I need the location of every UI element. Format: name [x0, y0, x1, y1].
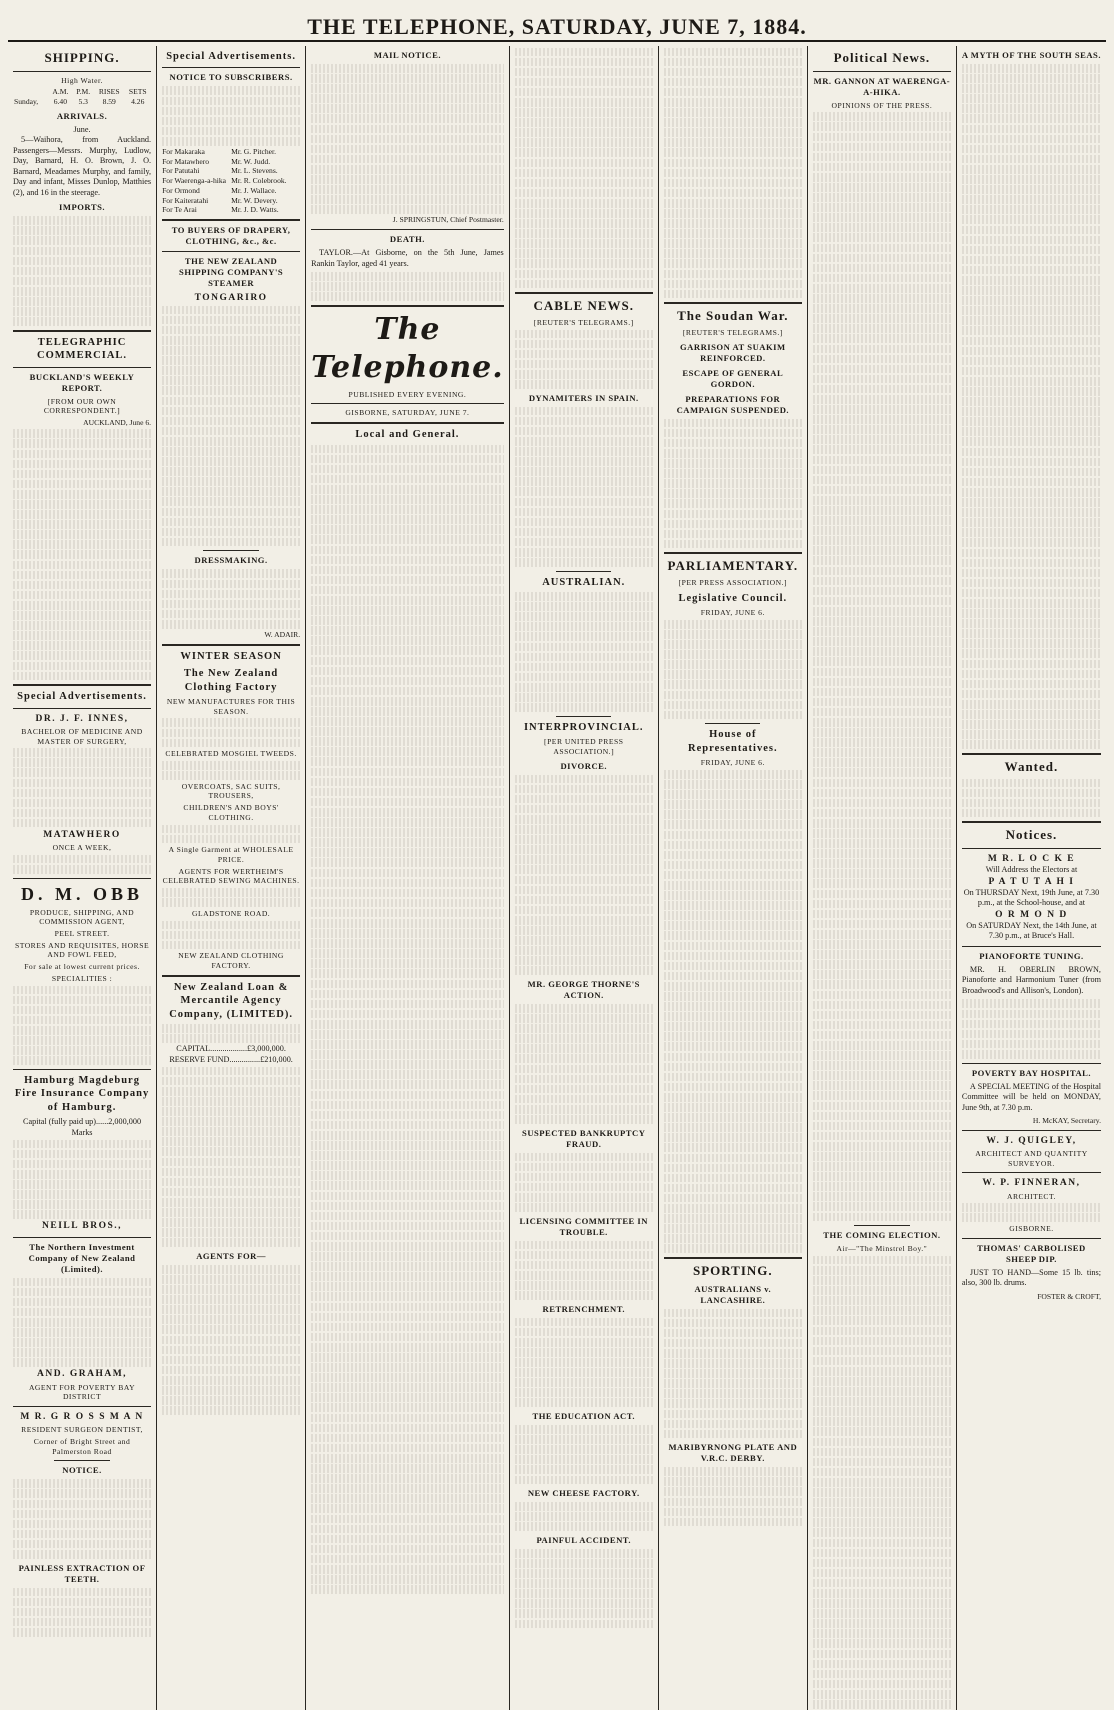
graham-name: AND. GRAHAM, [37, 1369, 128, 1380]
tide-cell: 6.40 [53, 97, 68, 107]
reuters-note: [REUTER'S TELEGRAMS.] [533, 317, 634, 327]
locke-text: Will Address the Electors at [985, 865, 1078, 875]
body-text-block [162, 1024, 300, 1043]
body-text-block [162, 761, 300, 780]
body-text-block [515, 1549, 653, 1628]
body-text-block [162, 825, 300, 844]
dmobb-street: PEEL STREET. [54, 929, 110, 938]
column-4 [510, 46, 659, 1710]
body-text-block [13, 1588, 151, 1637]
column-5 [659, 46, 808, 1710]
agent-name: Mr. R. Colebrook. [231, 176, 287, 186]
northern-heading: The Northern Investment Company of New Zealand (Limited). [28, 1241, 136, 1274]
locke-name: M R. L O C K E [987, 854, 1076, 864]
body-text-block [13, 855, 151, 874]
dmobb-brand: D. M. OBB [21, 883, 144, 904]
dmobb-stores: STORES AND REQUISITES, HORSE AND FOWL FEED, [14, 940, 150, 960]
agent-name: Mr. W. Judd. [231, 156, 271, 166]
grossman-address: Corner of Bright Street and Palmerston Road [33, 1436, 131, 1456]
tide-cell: 8.59 [102, 97, 116, 107]
column-6 [808, 46, 957, 1710]
reps-date: FRIDAY, JUNE 6. [700, 758, 765, 768]
agent-name: Mr. J. Wallace. [231, 185, 277, 195]
grossman-name: M R. G R O S S M A N [20, 1412, 144, 1422]
notices-heading: Notices. [1005, 827, 1058, 843]
maribyrnong-heading: MARIBYRNONG PLATE AND V.R.C. DERBY. [668, 1442, 798, 1464]
body-text-block [515, 1153, 653, 1212]
body-text-block [962, 1203, 1101, 1222]
bankruptcy-heading: SUSPECTED BANKRUPTCY FRAUD. [522, 1127, 646, 1149]
agent-place: For Makaraka [162, 147, 205, 156]
winter-heading: WINTER SEASON [180, 650, 282, 662]
quigley-role: ARCHITECT AND QUANTITY SURVEYOR. [975, 1148, 1088, 1168]
reps-heading: House of Representatives. [688, 729, 778, 754]
clothing-factory: The New Zealand Clothing Factory [183, 668, 279, 693]
dressmaking-heading: DRESSMAKING. [194, 555, 268, 566]
coming-election-heading: THE COMING ELECTION. [823, 1230, 941, 1241]
body-text-block [311, 272, 504, 301]
australian-heading: AUSTRALIAN. [542, 576, 626, 588]
telegraphic-heading: TELEGRAPHIC COMMERCIAL. [37, 336, 128, 362]
body-text-block [515, 592, 653, 712]
political-heading: Political News. [833, 50, 931, 65]
masthead [8, 6, 1106, 42]
painless-heading: PAINLESS EXTRACTION OF TEETH. [18, 1562, 146, 1584]
agent-place: For Ormond [162, 185, 200, 195]
thorne-heading: MR. GEORGE THORNE'S ACTION. [527, 978, 640, 1000]
escape-heading: ESCAPE OF GENERAL GORDON. [682, 367, 784, 389]
foster-croft: FOSTER & CROFT, [1037, 1291, 1101, 1301]
hamburg-capital: Capital (fully paid up)......2,000,000 Marks [23, 1117, 142, 1137]
body-text-block [515, 1004, 653, 1124]
graham-role: AGENT FOR POVERTY BAY DISTRICT [28, 1382, 136, 1402]
quigley-name: W. J. QUIGLEY, [986, 1135, 1077, 1146]
dmobb-trade: PRODUCE, SHIPPING, AND COMMISSION AGENT, [29, 907, 135, 927]
body-text-block [664, 1309, 802, 1439]
wanted-heading: Wanted. [1004, 758, 1059, 774]
body-text-block [962, 999, 1101, 1058]
agents-heading: AGENTS FOR— [196, 1250, 266, 1261]
wadair-signature: W. ADAIR. [264, 630, 301, 639]
hamburg-heading: Hamburg Magdeburg Fire Insurance Company of Hamburg. [14, 1074, 150, 1113]
notice-heading: NOTICE. [62, 1465, 102, 1476]
body-text-block [13, 429, 151, 680]
body-text-block [13, 1140, 151, 1219]
locke-saturday: On SATURDAY Next, the 14th June, at 7.30 p.m., at Bruce's Hall. [966, 920, 1097, 941]
masthead-title: THE TELEPHONE, SATURDAY, JUNE 7, 1884. [307, 14, 807, 39]
paper-sub: PUBLISHED EVERY EVENING. [348, 389, 467, 399]
finneran-role: ARCHITECT. [1006, 1191, 1056, 1201]
body-text-block [664, 770, 802, 1253]
agents-list [162, 147, 300, 215]
body-text-block [515, 1241, 653, 1300]
patutahi: P A T U T A H I [988, 876, 1075, 887]
grossman-role: RESIDENT SURGEON DENTIST, [21, 1425, 143, 1435]
nzsc-heading: THE NEW ZEALAND SHIPPING COMPANY'S STEAMER [179, 256, 284, 289]
body-text-block [664, 48, 802, 299]
locke-thursday: On THURSDAY Next, 19th June, at 7.30 p.m., at the School-house, and at [963, 887, 1100, 908]
body-text-block [162, 306, 300, 547]
tide-cell: 4.26 [131, 97, 145, 107]
united-press-note: [PER UNITED PRESS ASSOCIATION.] [544, 737, 624, 756]
nzsc-ship: TONGARIRO [194, 293, 268, 304]
body-text-block [13, 986, 151, 1065]
garrison-heading: GARRISON AT SUAKIM REINFORCED. [680, 341, 786, 363]
death-heading: DEATH. [389, 234, 425, 245]
myth-heading: A MYTH OF THE SOUTH SEAS. [961, 50, 1101, 60]
hospital-text: A SPECIAL MEETING of the Hospital Committee will be held on MONDAY, June 9th, at 7.30 p.m. [961, 1081, 1101, 1112]
body-text-block [515, 1318, 653, 1407]
body-text-block [664, 419, 802, 549]
wholesale: A Single Garment at WHOLESALE PRICE. [168, 845, 294, 864]
local-heading: Local and General. [355, 429, 460, 441]
body-text-block [962, 779, 1101, 818]
dynamiters-heading: DYNAMITERS IN SPAIN. [528, 392, 639, 403]
body-text-block [515, 330, 653, 389]
body-text-block [311, 64, 504, 214]
nzcf-footer: NEW ZEALAND CLOTHING FACTORY. [178, 951, 284, 970]
divorce-heading: DIVORCE. [560, 760, 608, 771]
body-text-block [162, 569, 300, 628]
special-ads-heading: Special Advertisements. [166, 51, 296, 62]
wertheim: AGENTS FOR WERTHEIM'S CELEBRATED SEWING MACHINES. [162, 866, 300, 886]
body-text-block [13, 1278, 151, 1367]
body-text-block [311, 445, 504, 1594]
drapery-heading: TO BUYERS OF DRAPERY, CLOTHING, &c., &c. [171, 225, 291, 247]
column-7 [957, 46, 1106, 1710]
arrivals-month: June. [73, 124, 91, 134]
innes-name: DR. J. F. INNES, [35, 713, 129, 724]
finneran-place: GISBORNE. [1009, 1223, 1054, 1233]
notice-subscribers: NOTICE TO SUBSCRIBERS. [169, 72, 293, 83]
postmaster: J. SPRINGSTUN, Chief Postmaster. [392, 215, 504, 225]
council-date: FRIDAY, JUNE 6. [700, 608, 765, 618]
soudan-heading: The Soudan War. [677, 308, 789, 324]
education-heading: THE EDUCATION ACT. [532, 1411, 635, 1422]
hospital-heading: POVERTY BAY HOSPITAL. [971, 1067, 1092, 1078]
gannon-heading: MR. GANNON AT WAERENGA-A-HIKA. [813, 75, 951, 97]
piano-heading: PIANOFORTE TUNING. [979, 950, 1084, 961]
tide-heading: High Water. [61, 75, 103, 85]
agent-place: For Te Arai [162, 205, 197, 215]
hospital-secretary: H. McKAY, Secretary. [1032, 1116, 1101, 1126]
thomas-text: JUST TO HAND—Some 15 lb. tins; also, 300 lb. drums. [961, 1267, 1101, 1288]
matawhero-sub: ONCE A WEEK, [52, 843, 112, 853]
overcoats: OVERCOATS, SAC SUITS, TROUSERS, [181, 781, 281, 801]
press-assoc-note: [PER PRESS ASSOCIATION.] [678, 578, 788, 588]
specialities: SPECIALITIES : [51, 973, 113, 983]
manufactures: NEW MANUFACTURES FOR THIS SEASON. [166, 697, 296, 716]
body-text-block [162, 86, 300, 145]
council-heading: Legislative Council. [678, 592, 788, 604]
body-text-block [13, 216, 151, 326]
mail-heading: MAIL NOTICE. [373, 50, 441, 60]
death-text: TAYLOR.—At Gisborne, on the 5th June, James Rankin Taylor, aged 41 years. [311, 248, 504, 268]
coming-election-air: Air—"The Minstrel Boy." [836, 1244, 928, 1254]
mosgiel: CELEBRATED MOSGIEL TWEEDS. [165, 749, 297, 759]
opinions-heading: OPINIONS OF THE PRESS. [831, 100, 933, 110]
body-text-block [162, 921, 300, 950]
body-text-block [515, 775, 653, 975]
agent-place: For Matawhero [162, 156, 210, 166]
matawhero: MATAWHERO [43, 829, 121, 840]
agent-place: For Patutahi [162, 166, 200, 176]
special-ads-heading: Special Advertisements. [17, 691, 147, 703]
tide-col: A.M. [52, 87, 69, 97]
preparations-heading: PREPARATIONS FOR CAMPAIGN SUSPENDED. [676, 393, 790, 415]
body-text-block [162, 1265, 300, 1415]
reuters-note: [REUTER'S TELEGRAMS.] [682, 327, 783, 337]
interprovincial-heading: INTERPROVINCIAL. [523, 721, 644, 733]
tide-col: SETS [128, 87, 147, 97]
body-text-block [162, 1067, 300, 1247]
painful-heading: PAINFUL ACCIDENT. [536, 1534, 632, 1545]
imports-heading: IMPORTS. [59, 202, 105, 213]
body-text-block [13, 748, 151, 827]
agent-name: Mr. J. D. Watts. [231, 205, 279, 215]
tide-cell: 5.3 [78, 97, 88, 107]
tide-cell: Sunday, [14, 97, 39, 107]
finneran-name: W. P. FINNERAN, [982, 1178, 1081, 1189]
loan-heading: New Zealand Loan & Mercantile Agency Company, (LIMITED). [169, 981, 293, 1020]
licensing-heading: LICENSING COMMITTEE IN TROUBLE. [519, 1215, 648, 1237]
body-text-block [664, 620, 802, 719]
agent-name: Mr. W. Devery. [231, 195, 278, 205]
arrivals-text: 5—Waihora, from Auckland. Passengers—Messrs. Murphy, Ludlow, Day, Barnard, H. O. Brown, J. O. Barnard, Meadames Murphy, and family, Day and infant, Misses Dunlop, Matthies (2), and 16 in the steerage. [13, 135, 152, 197]
column-3 [306, 46, 510, 1710]
tide-col: P.M. [76, 87, 91, 97]
loan-reserve: RESERVE FUND...............£210,000. [169, 1054, 293, 1064]
retrenchment-heading: RETRENCHMENT. [542, 1303, 625, 1314]
parliamentary-heading: PARLIAMENTARY. [667, 558, 799, 574]
neill-name: NEILL BROS., [42, 1221, 123, 1232]
arrivals-heading: ARRIVALS. [56, 110, 108, 121]
paper-dateline: GISBORNE, SATURDAY, JUNE 7. [345, 408, 470, 418]
tide-table [13, 87, 151, 106]
cable-heading: CABLE NEWS. [533, 298, 635, 314]
oberlin-name: MR. H. OBERLIN BROWN, Pianoforte and Harmonium Tuner (from Broadwood's and Allison's, London). [961, 964, 1101, 995]
body-text-block [813, 112, 951, 1221]
buckland-sub: [FROM OUR OWN CORRESPONDENT.] [43, 396, 121, 416]
column-1 [8, 46, 157, 1710]
body-text-block [515, 1502, 653, 1531]
body-text-block [515, 407, 653, 567]
innes-title: BACHELOR OF MEDICINE AND MASTER OF SURGERY, [21, 726, 143, 746]
paper-title: The Telephone. [311, 311, 504, 386]
tide-col [13, 87, 48, 97]
body-text-block [664, 1467, 802, 1526]
shipping-heading: SHIPPING. [44, 50, 120, 65]
body-text-block [962, 64, 1101, 749]
buckland-heading: BUCKLAND'S WEEKLY REPORT. [29, 371, 135, 393]
agent-place: For Kaiteratahi [162, 195, 209, 205]
buckland-dateline: AUCKLAND, June 6. [83, 418, 152, 428]
cheese-heading: NEW CHEESE FACTORY. [527, 1488, 640, 1499]
body-text-block [162, 718, 300, 747]
column-2 [157, 46, 306, 1710]
body-text-block [515, 1425, 653, 1484]
ormond: O R M O N D [995, 909, 1068, 920]
gladstone: GLADSTONE ROAD. [191, 908, 271, 918]
agent-name: Mr. L. Stevens. [231, 166, 278, 176]
body-text-block [515, 48, 653, 289]
agent-place: For Waerenga-a-hika [162, 176, 227, 186]
loan-capital: CAPITAL..................£3,000,000. [176, 1044, 286, 1054]
sporting-heading: SPORTING. [692, 1262, 773, 1278]
thomas-heading: THOMAS' CARBOLISED SHEEP DIP. [977, 1242, 1086, 1264]
agent-name: Mr. G. Pitcher. [231, 147, 277, 156]
australians-heading: AUSTRALIANS v. LANCASHIRE. [694, 1283, 772, 1305]
body-text-block [813, 1256, 951, 1709]
columns [8, 46, 1106, 1584]
body-text-block [162, 888, 300, 907]
tide-col: RISES [98, 87, 120, 97]
dmobb-sale: For sale at lowest current prices. [24, 962, 140, 972]
body-text-block [13, 1479, 151, 1558]
childrens: CHILDREN'S AND BOYS' CLOTHING. [183, 803, 279, 822]
